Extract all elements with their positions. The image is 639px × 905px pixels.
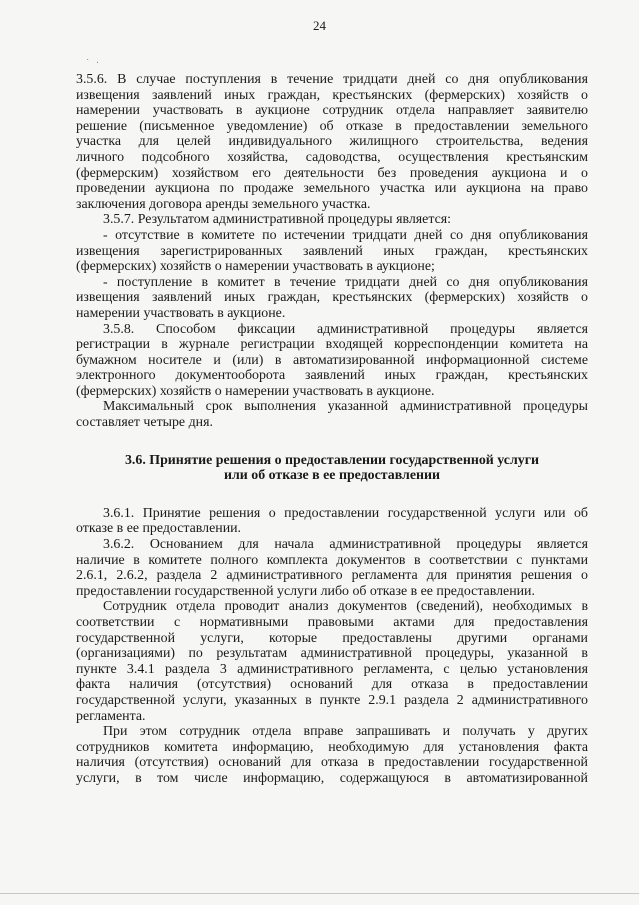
block-spacer [76, 484, 588, 506]
text-line: 3.5.8. Способом фиксации административной процедуры является [103, 321, 588, 337]
text-line: (фермерских) хозяйств о намерении участвовать в аукционе; [76, 259, 435, 275]
paragraph [76, 322, 588, 400]
text-line: 3.6.2. Основанием для начала административной процедуры является [103, 537, 588, 553]
scan-artifact: ˙ · [86, 58, 102, 69]
paragraph [76, 399, 588, 430]
text-line: пункте 3.4.1 раздела 3 административного регламента, с целью установления [76, 661, 588, 677]
paragraph [76, 724, 588, 786]
scan-edge-divider [0, 893, 639, 894]
text-line: - поступление в комитет в течение тридцати дней со дня опубликования [103, 274, 588, 290]
paragraph [76, 228, 588, 275]
paragraph [76, 275, 588, 322]
text-line: (организациями) по результатам административной процедуры, указанной в [76, 646, 588, 662]
text-line: 3.5.6. В случае поступления в течение тридцати дней со дня опубликования [76, 72, 588, 87]
paragraph [76, 599, 588, 724]
document-body [76, 72, 588, 787]
text-line: факта наличия (отсутствия) оснований для отказа в предоставлении [76, 677, 588, 693]
text-line: соответствии с нормативными правовыми актами для предоставления [76, 615, 588, 630]
paragraph [76, 212, 588, 228]
text-line: наличие в комитете полного комплекта документов в соответствии с пунктами [76, 552, 588, 568]
block-spacer [76, 431, 588, 453]
text-line: услуги, в том числе информацию, содержащуюся в автоматизированной [76, 770, 588, 786]
text-line: или об отказе в ее предоставлении [223, 468, 441, 484]
text-line: составляет четыре дня. [76, 415, 213, 431]
text-line: извещения заявлений иных граждан, крестьянских (фермерских) хозяйств о [76, 290, 588, 306]
text-line: решение (письменное уведомление) об отказе в предоставлении земельного [76, 118, 588, 134]
text-line: (фермерским) хозяйством его деятельности без проведения аукциона и о [76, 165, 588, 181]
page-number: 24 [313, 18, 326, 33]
text-line: электронного документооборота заявлений иных граждан, крестьянских [76, 368, 588, 384]
text-line: намерении участвовать в аукционе сотрудник отдела направляет заявителю [76, 103, 588, 119]
text-line: бумажном носителе и (или) в автоматизированной информационной системе [76, 352, 588, 368]
text-line: извещения зарегистрированных заявлений иных граждан, крестьянских [76, 243, 588, 259]
text-line: 3.6.1. Принятие решения о предоставлении государственной услуги или об [103, 505, 588, 521]
text-line: предоставлении государственной услуги либо об отказе в ее предоставлении. [76, 583, 535, 599]
text-line: - отсутствие в комитете по истечении тридцати дней со дня опубликования [103, 227, 588, 243]
text-line: Максимальный срок выполнения указанной административной процедуры [103, 399, 588, 415]
text-line: наличия (отсутствия) оснований для отказа в предоставлении государственной [76, 755, 588, 771]
text-line: отказе в ее предоставлении. [76, 521, 242, 537]
text-line: личного подсобного хозяйства, садоводства, осуществления крестьянским [76, 149, 588, 165]
text-line: 2.6.1, 2.6.2, раздела 2 административного регламента для принятия решения о [76, 568, 588, 584]
paragraph [76, 72, 588, 212]
text-line: сотрудников комитета информацию, необходимую для установления факта [76, 739, 588, 755]
text-line: регистрации в журнале регистрации входящей корреспонденции комитета на [76, 337, 588, 353]
paragraph [76, 537, 588, 599]
section-heading [76, 453, 588, 484]
text-line: участка для целей индивидуального жилищного строительства, ведения [76, 134, 588, 150]
text-line: Сотрудник отдела проводит анализ документов (сведений), необходимых в [103, 599, 588, 615]
text-line: извещения заявлений иных граждан, крестьянских (фермерских) хозяйств о [76, 87, 588, 103]
text-line: При этом сотрудник отдела вправе запрашивать и получать у других [103, 724, 588, 740]
text-line: (фермерских) хозяйств о намерении участвовать в аукционе. [76, 383, 435, 399]
text-line: регламента. [76, 708, 146, 724]
text-line: намерении участвовать в аукционе. [76, 305, 286, 321]
text-line: государственной услуги, указанных в пункте 2.9.1 раздела 2 административного [76, 692, 588, 708]
text-line: проведении аукциона по продаже земельного участка или аукциона на право [76, 181, 588, 197]
paragraph [76, 506, 588, 537]
text-line: 3.6. Принятие решения о предоставлении государственной услуги [124, 452, 540, 468]
text-line: 3.5.7. Результатом административной процедуры является: [103, 212, 451, 228]
text-line: государственной услуги, которые предоставлены другими органами [76, 630, 588, 646]
text-line: заключения договора аренды земельного участка. [76, 196, 371, 212]
